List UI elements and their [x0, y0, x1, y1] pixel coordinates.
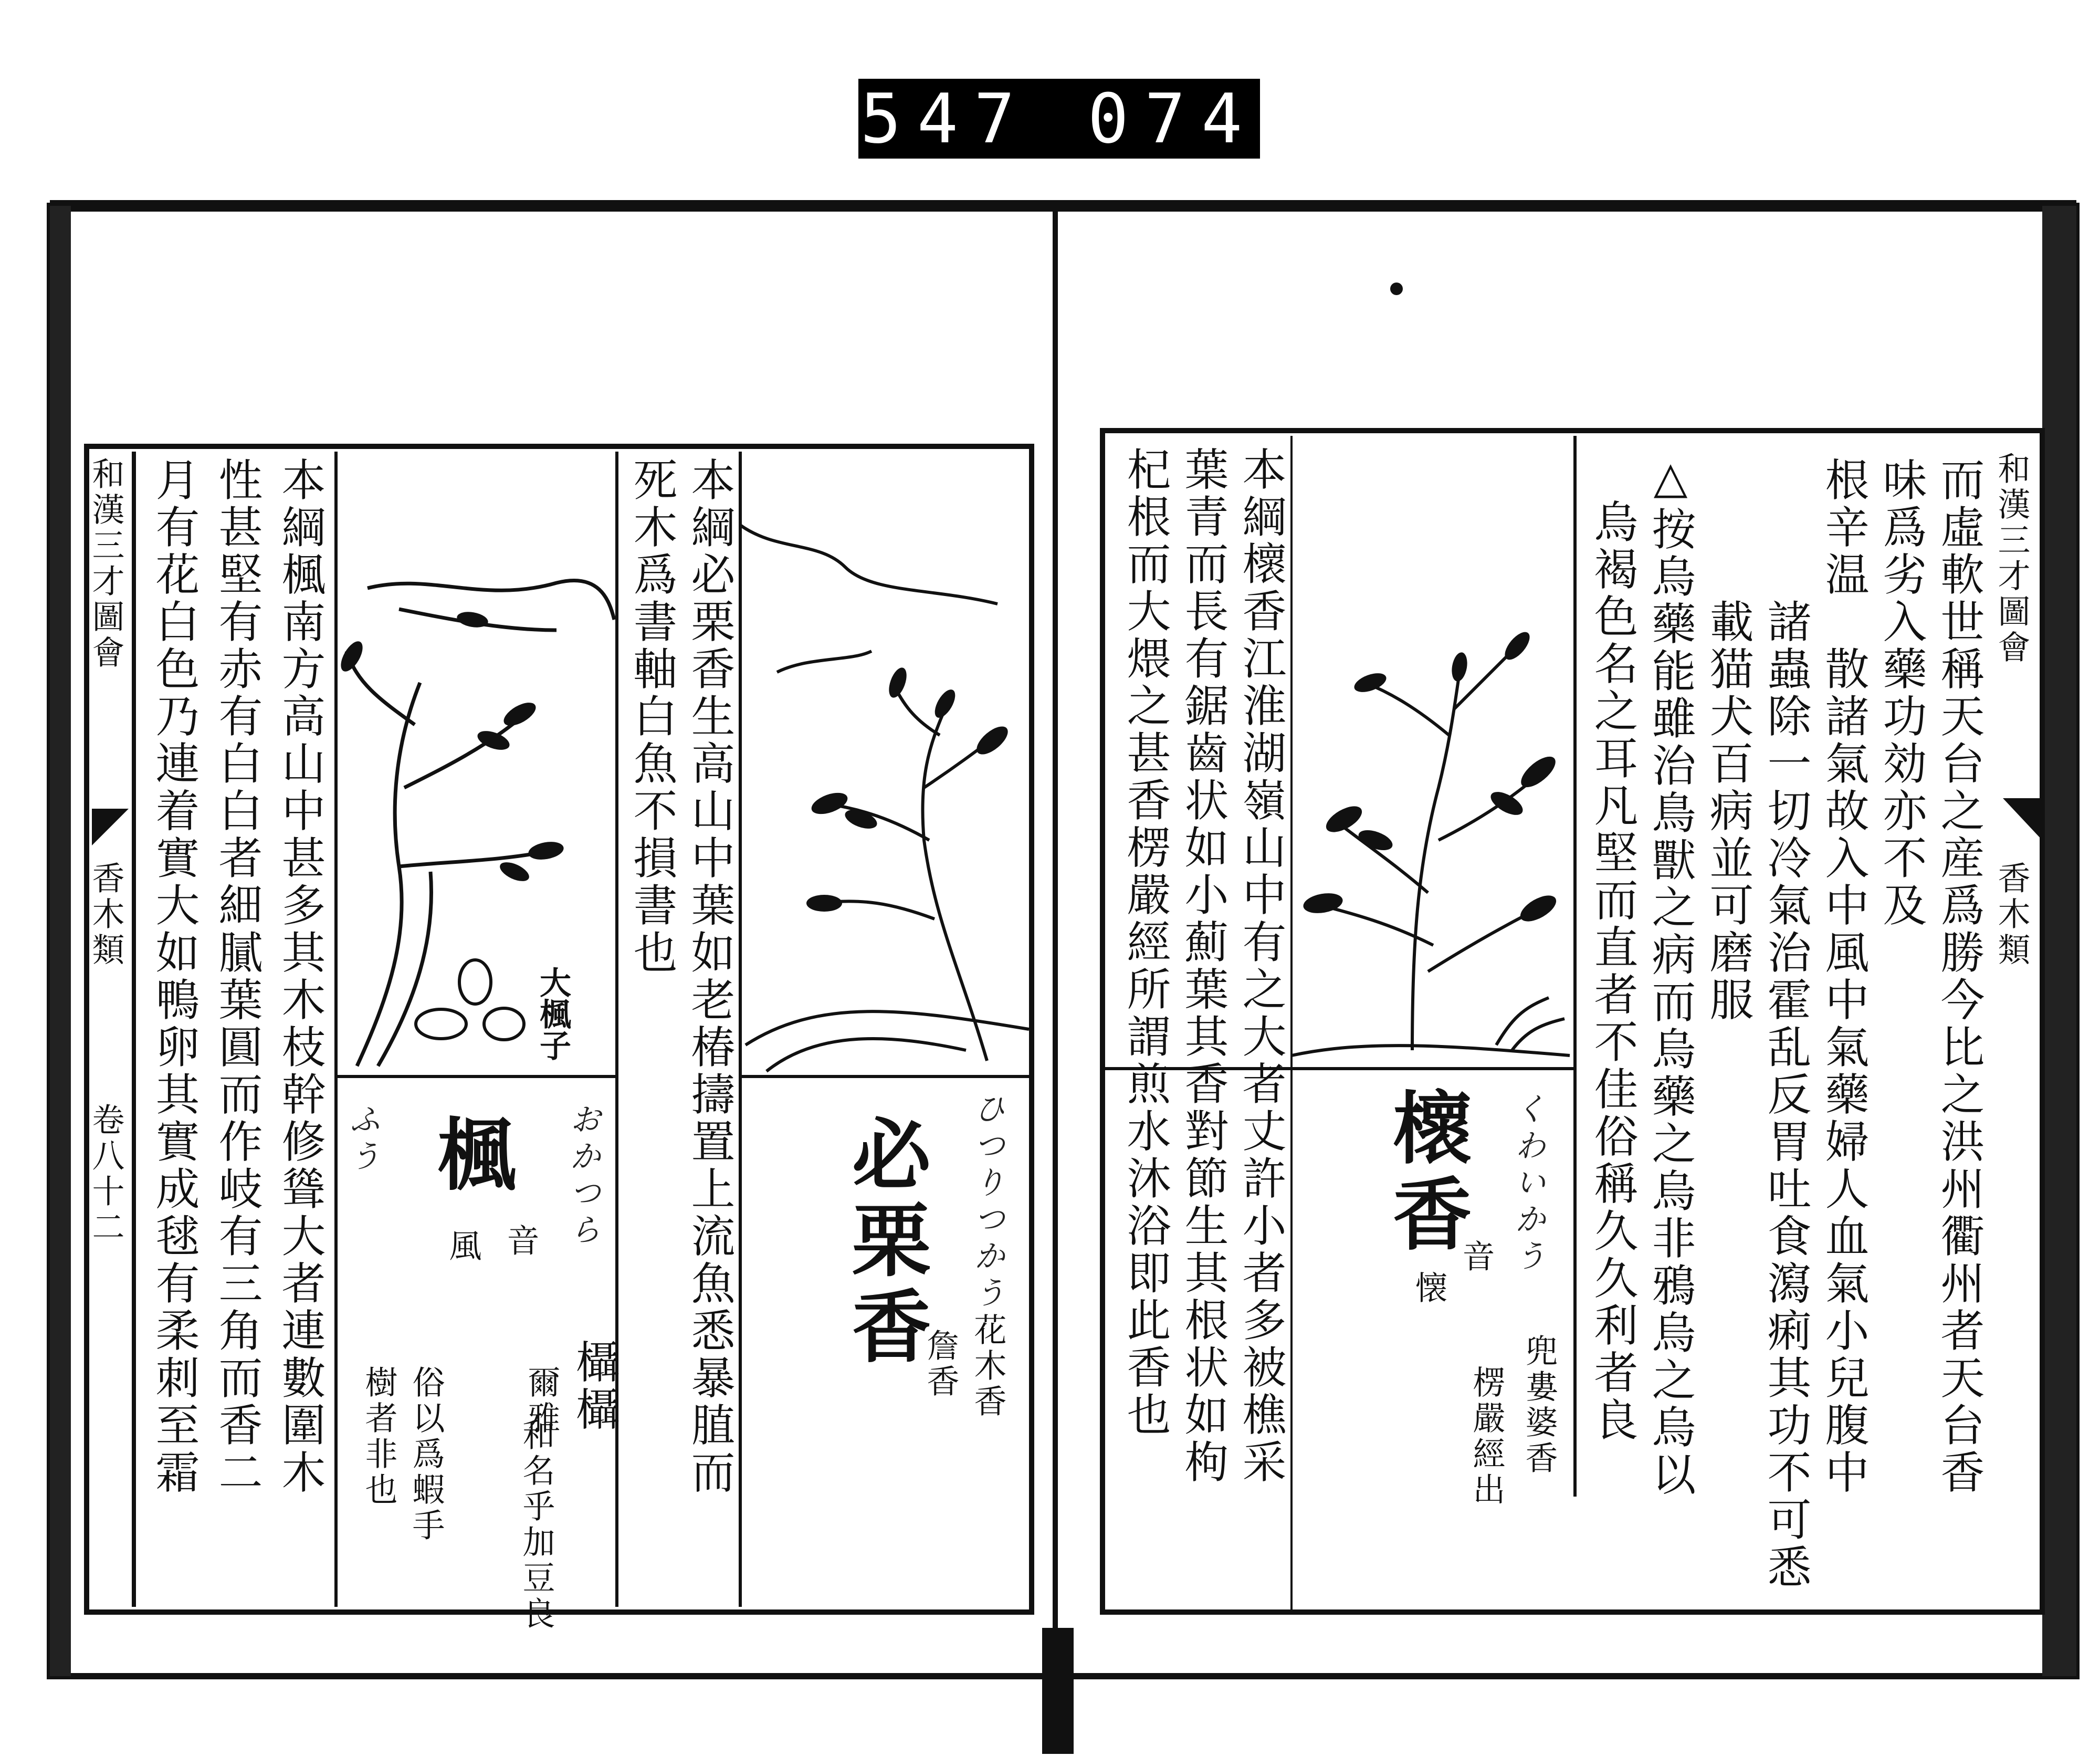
illustration-hitsurikkou-plant	[740, 525, 1029, 1071]
text-column: 根辛温 散諸氣故入中風中氣藥婦人血氣小兒腹中	[1818, 457, 1870, 1497]
entry-on-label: 音	[1457, 1239, 1495, 1275]
text-column: 味爲劣入藥功効亦不及	[1876, 457, 1927, 929]
text-column: 本綱必栗香生高山中葉如老椿擣置上流魚悉暴䐈而	[684, 457, 736, 1497]
right-margin-section: 香木類	[1992, 861, 2031, 968]
entry-kana-reading: ひつりつかう	[969, 1092, 1005, 1313]
entry-on-reading: 風	[444, 1229, 482, 1264]
text-column: 而虛軟世稱天台之産爲勝今比之洪州衢州者天台香	[1934, 457, 1985, 1497]
left-margin-section: 香木類	[87, 861, 125, 968]
text-column: 諸蟲除一切冷氣治霍乱反胃吐食瀉痢其功不可悉	[1760, 599, 1812, 1591]
illustration-kaikou-plant	[1292, 641, 1570, 1055]
text-column: 死木爲書軸白魚不損書也	[626, 457, 678, 977]
entry-note: 樹者非也	[360, 1365, 398, 1508]
illustration-label: 大楓子	[534, 966, 571, 1061]
entry-title: 必栗香	[838, 1113, 931, 1372]
entry-alias-source: 爾雅	[522, 1365, 561, 1437]
entry-alias-main: 欇欇	[569, 1339, 620, 1434]
entry-alias: 花木香	[969, 1313, 1007, 1420]
text-column: 載猫犬百病並可磨服	[1703, 599, 1754, 1024]
entry-alias: 兜婁婆香	[1520, 1334, 1558, 1477]
entry-wamyo: 和名乎加豆良	[517, 1418, 555, 1632]
entry-on-label: 音	[501, 1224, 540, 1259]
entry-note: 俗以爲蝦手	[407, 1365, 445, 1544]
entry-alias: 詹香	[921, 1329, 960, 1400]
archive-number-tag: 547 074	[858, 79, 1260, 159]
text-column: 本綱楓南方高山中甚多其木枝幹修聳大者連數圍木	[275, 457, 326, 1497]
text-column: 烏褐色名之耳凡堅而直者不佳俗稱久久利者良	[1587, 499, 1639, 1444]
entry-kana-side: ふう	[344, 1103, 381, 1176]
text-column: 月有花白色乃連着實大如鴨卵其實成毬有柔刺至霜	[149, 457, 200, 1497]
text-column: 葉青而長有鋸齒状如小薊葉其香對節生其根状如枸	[1178, 446, 1229, 1486]
left-margin-header: 和漢三才圖會	[87, 457, 125, 671]
text-column: 本綱櫰香江淮湖嶺山中有之大者丈許小者多被樵采	[1235, 446, 1287, 1486]
text-column: 杞根而大煨之甚香楞嚴經所謂煎水沐浴即此香也	[1120, 446, 1171, 1439]
right-margin-header: 和漢三才圖會	[1992, 452, 2031, 666]
left-margin-detail: 卷八十二	[87, 1103, 125, 1246]
text-column: △按烏藥能雖治鳥獸之病而烏藥之烏非鴉烏之烏以	[1645, 452, 1696, 1499]
entry-title: 櫰香	[1379, 1087, 1472, 1259]
text-column: 性甚堅有赤有白白者細膩葉圓而作岐有三角而香二	[212, 457, 263, 1497]
entry-on-reading: 懐	[1410, 1271, 1448, 1306]
entry-alias-source: 楞嚴經出	[1467, 1365, 1506, 1508]
entry-kana-reading: おかつら	[564, 1103, 601, 1250]
entry-kana-reading: くわいかう	[1509, 1092, 1546, 1276]
entry-title: 楓	[424, 1113, 516, 1199]
